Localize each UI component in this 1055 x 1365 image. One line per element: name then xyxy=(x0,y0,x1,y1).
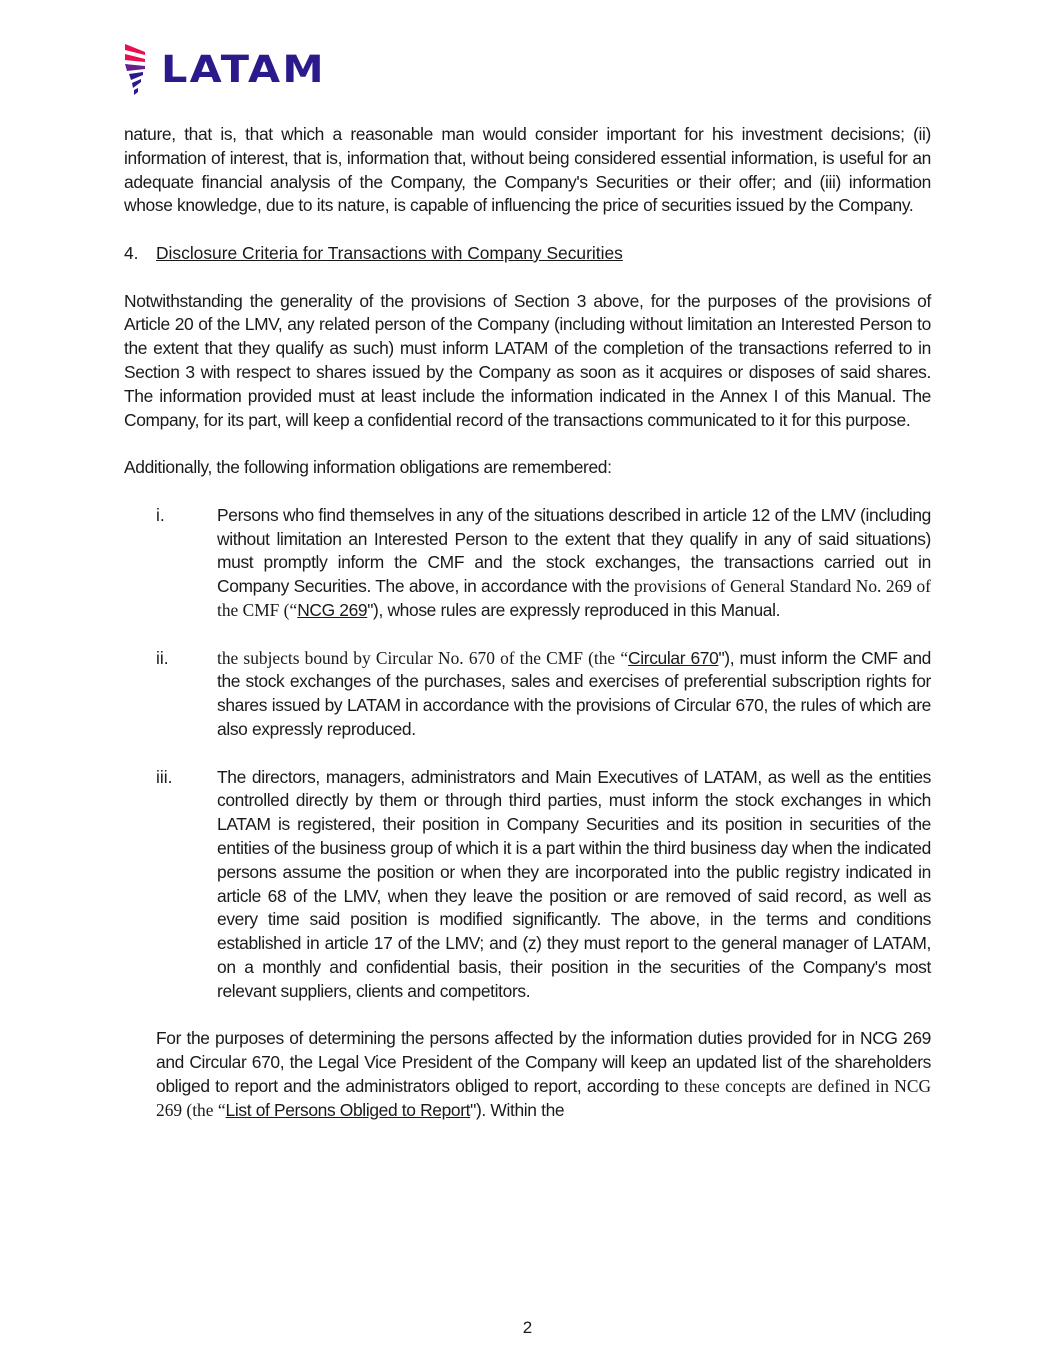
list-item xyxy=(124,766,931,1004)
page-number: 2 xyxy=(522,1318,533,1337)
list-item xyxy=(124,647,931,742)
section-number: 4. xyxy=(124,242,139,263)
list-item xyxy=(124,504,931,623)
section-paragraph: Notwithstanding the generality of the provisions of Section 3 above, for the purposes of the provisions of Article 20 of the LMV, any related person of the Company (including without limitation an Interested Person to the extent that they qualify as such) must inform LATAM of the completion of the transactions referred to in Section 3 with respect to shares issued by the Company as soon as it acquires or disposes of said shares. The information provided must at least include the information indicated in the Annex I of this Manual. The Company, for its part, will keep a confidential record of the transactions communicated to it for this purpose. xyxy=(124,290,931,430)
list-item-text: the subjects bound by Circular No. 670 of the CMF (the “Circular 670"), must inform the CMF and the stock exchanges of the purchases, sales and exercises of preferential subscription rights for shares issued by LATAM in accordance with the provisions of Circular 670, the rules of which are also expressly reproduced. xyxy=(217,647,931,739)
list-item-text: The directors, managers, administrators and Main Executives of LATAM, as well as the entities controlled directly by them or through third parties, must inform the stock exchanges in which LATAM is registered, their position in Company Securities and its position in securities of the entities of the business group of which it is a part within the third business day when the indicated persons assume the position or when they are incorporated into the public registry indicated in article 68 of the LMV, when they leave the position or are removed of said record, as well as every time said position is modified significantly. The above, in the terms and conditions established in article 17 of the LMV; and (z) they must report to the general manager of LATAM, on a monthly and confidential basis, their position in the securities of the Company's most relevant suppliers, clients and competitors. xyxy=(217,766,931,1001)
circular-670-term: Circular 670 xyxy=(628,647,719,668)
section-title: Disclosure Criteria for Transactions with Company Securities xyxy=(156,242,623,263)
intro-paragraph: nature, that is, that which a reasonable man would consider important for his investment decisions; (ii) information of interest, that is, information that, without being considered essential information, is useful for an adequate financial analysis of the Company, the Company's Securities or their offer; and (iii) information whose knowledge, due to its nature, is capable of influencing the price of securities issued by the Company. xyxy=(124,124,931,216)
latam-logo-icon xyxy=(123,42,149,96)
lead-in-paragraph: Additionally, the following information obligations are remembered: xyxy=(124,457,612,478)
list-of-persons-term: List of Persons Obliged to Report xyxy=(225,1099,471,1120)
list-marker: iii. xyxy=(156,766,173,787)
logo-wordmark: LATAM xyxy=(161,47,326,91)
list-marker: i. xyxy=(156,504,165,525)
ncg-269-term: NCG 269 xyxy=(297,599,368,620)
closing-paragraph: For the purposes of determining the persons affected by the information duties provided for in NCG 269 and Circular 670, the Legal Vice President of the Company will keep an updated list of the shareholders obliged to report and the administrators obliged to report, according to these concepts are defined in NCG 269 (the “List of Persons Obliged to Report"). Within the xyxy=(156,1028,932,1120)
list-marker: ii. xyxy=(156,647,169,668)
list-item-text: Persons who find themselves in any of the situations described in article 12 of the LMV (including without limitation an Interested Person to the extent that they qualify in any of said situations) must promptly inform the CMF and the stock exchanges, the transactions carried out in Company Securities. The above, in accordance with the provisions of General Standard No. 269 of the CMF (“NCG 269"), whose rules are expressly reproduced in this Manual. xyxy=(217,504,931,620)
section-heading xyxy=(124,242,931,266)
document-page xyxy=(124,123,931,1122)
latam-logo xyxy=(123,42,326,96)
